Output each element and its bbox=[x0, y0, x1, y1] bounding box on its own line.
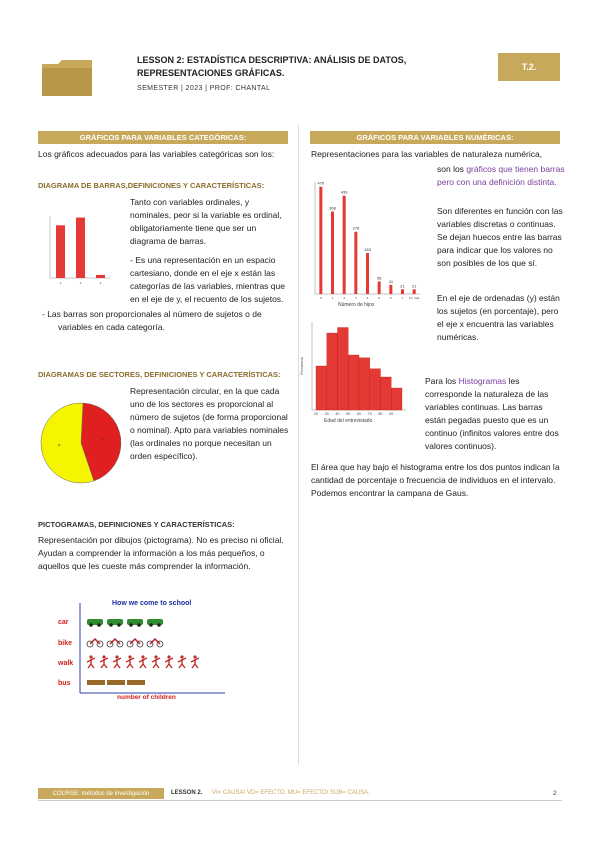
picto-row-label-car: car bbox=[58, 619, 69, 626]
hist-bar bbox=[391, 388, 402, 410]
disc-bar bbox=[366, 253, 369, 294]
disc-tick-label: 1 bbox=[331, 296, 334, 300]
disc-data-label: 41 bbox=[388, 278, 394, 284]
barras-p2: - Es una representación en un espacio cartesiano, donde en el eje x están las categorías de las variables, mientras que en el eje de y, el recuento de los sujetos. bbox=[130, 255, 285, 304]
walker-head-icon bbox=[89, 655, 92, 658]
numeric-p5: El área que hay bajo el histograma entre los dos puntos indican la cantidad de porcentaje o frecuencia de individuos en el intervalo. Podemos encontrar la campana de Gaus. bbox=[311, 462, 560, 498]
cat-tick-label: 2 bbox=[79, 281, 82, 285]
cat-bar bbox=[56, 225, 65, 278]
disc-data-label: 368 bbox=[329, 205, 336, 211]
disc-tick-label: 3 bbox=[354, 296, 357, 300]
hist-tick-label: 70 bbox=[367, 412, 372, 416]
section-bar-categorical: GRÁFICOS PARA VARIABLES CATEGÓRICAS: bbox=[38, 131, 288, 144]
pictogram-title: How we come to school bbox=[112, 600, 192, 607]
hist-tick-label: 90 bbox=[389, 412, 394, 416]
hist-tick-label: 80 bbox=[378, 412, 383, 416]
hist-bar bbox=[316, 366, 327, 410]
hist-xlabel: Edad del entrevistado bbox=[324, 418, 373, 424]
numeric-p3: En el eje de ordenadas (y) están los sujetos (en porcentaje), pero el eje x encuentra las variables numéricas. bbox=[437, 293, 560, 342]
hist-bar bbox=[370, 369, 381, 410]
footer-rule bbox=[38, 800, 562, 801]
section-bar-numeric: GRÁFICOS PARA VARIABLES NUMÉRICAS: bbox=[310, 131, 560, 144]
disc-bar bbox=[401, 289, 404, 294]
histogram-chart bbox=[298, 318, 410, 418]
disc-bar bbox=[331, 212, 334, 294]
disc-tick-label: 0 bbox=[319, 296, 322, 300]
categorical-intro: Los gráficos adecuados para las variables categóricas son los: bbox=[38, 149, 275, 159]
barras-p1: Tanto con variables ordinales, y nominales, peor si la variable es ordinal, obligatoriamente tiene que ser un diagrama de barras. bbox=[130, 197, 282, 246]
pie-slice-label: B bbox=[58, 443, 61, 448]
discrete-bar-chart bbox=[305, 176, 425, 312]
disc-data-label: 479 bbox=[317, 180, 325, 186]
walker-icon bbox=[165, 658, 173, 668]
pie-chart bbox=[36, 402, 126, 484]
car-icon bbox=[87, 619, 103, 625]
disc-tick-label: 2 bbox=[343, 296, 346, 300]
hist-bar bbox=[359, 358, 370, 410]
discrete-xlabel: Número de hijos bbox=[338, 302, 375, 308]
car-icon bbox=[107, 619, 123, 625]
disc-data-label: 21 bbox=[400, 283, 405, 289]
numeric-p1: son los gráficos que tienen barras pero con una definición distinta. bbox=[437, 164, 565, 187]
bar-chart-categorical bbox=[40, 208, 120, 290]
car-wheel-icon bbox=[149, 623, 153, 627]
disc-tick-label: 4 bbox=[366, 296, 369, 300]
numeric-intro: Representaciones para las variables de naturaleza numérica, bbox=[311, 149, 543, 159]
barras-heading: DIAGRAMA DE BARRAS,DEFINICIONES Y CARACTERÍSTICAS: bbox=[38, 181, 265, 190]
bike-icon bbox=[130, 639, 140, 644]
picto-row-label-walk: walk bbox=[58, 660, 74, 667]
disc-tick-label: 7 bbox=[401, 296, 404, 300]
barras-p3: - Las barras son proporcionales al número de sujetos o de variables en cada categoría. bbox=[42, 309, 262, 332]
walker-head-icon bbox=[141, 655, 144, 658]
pictogramas-heading: PICTOGRAMAS, DEFINICIONES Y CARACTERÍSTICAS: bbox=[38, 520, 235, 529]
semester-line: SEMESTER | 2023 | PROF: CHANTAL bbox=[137, 85, 271, 92]
numeric-p4: Para los Histogramas les corresponde la naturaleza de las variables continuas. Las barras están pegadas puesto que es un continuo (infinitos valores entre dos valores continuos). bbox=[425, 376, 559, 451]
hist-tick-label: 30 bbox=[324, 412, 329, 416]
car-wheel-icon bbox=[137, 623, 141, 627]
disc-data-label: 183 bbox=[364, 247, 371, 253]
hist-tick-label: 40 bbox=[335, 412, 340, 416]
page-number: 2 bbox=[553, 790, 557, 797]
disc-data-label: 21 bbox=[411, 283, 417, 289]
car-wheel-icon bbox=[129, 623, 133, 627]
disc-data-label: 278 bbox=[352, 225, 360, 231]
hist-bar bbox=[348, 355, 359, 410]
walker-head-icon bbox=[180, 655, 183, 658]
car-icon bbox=[127, 619, 143, 625]
walker-head-icon bbox=[128, 655, 131, 658]
hist-tick-label: 50 bbox=[346, 412, 351, 416]
disc-data-label: 56 bbox=[376, 275, 382, 281]
walker-head-icon bbox=[154, 655, 157, 658]
walker-icon bbox=[152, 658, 160, 668]
hist-tick-label: 60 bbox=[357, 412, 361, 416]
walker-head-icon bbox=[193, 655, 196, 658]
disc-bar bbox=[354, 232, 357, 294]
car-wheel-icon bbox=[97, 623, 101, 627]
cat-bar bbox=[76, 218, 85, 278]
walker-head-icon bbox=[167, 655, 170, 658]
walker-icon bbox=[191, 658, 199, 668]
footer-course: COURSE: métodos de investigación bbox=[38, 788, 164, 799]
lesson-badge: T.2. bbox=[498, 53, 560, 81]
disc-bar bbox=[378, 281, 381, 294]
pie-slice-label: A bbox=[101, 436, 104, 441]
highlight-histogramas: Histogramas bbox=[458, 376, 507, 386]
bus-icon bbox=[107, 680, 125, 685]
car-icon bbox=[147, 619, 163, 625]
pictogram-axis-label: number of children bbox=[117, 694, 176, 701]
hist-bar bbox=[338, 328, 349, 411]
car-wheel-icon bbox=[109, 623, 113, 627]
disc-bar bbox=[343, 196, 346, 294]
disc-data-label: 439 bbox=[340, 189, 348, 195]
disc-tick-label: 8 o más bbox=[408, 296, 420, 300]
pictogram-chart bbox=[55, 595, 230, 700]
walker-icon bbox=[100, 658, 108, 668]
picto-row-label-bike: bike bbox=[58, 640, 73, 647]
hist-bar bbox=[327, 333, 338, 410]
hist-bar bbox=[381, 377, 392, 410]
footer-desc: VI= CAUSA/ VD= EFECTO. MU= EFECTO/ SUB= CAUSA. bbox=[212, 790, 370, 796]
disc-bar bbox=[319, 187, 322, 294]
walker-head-icon bbox=[102, 655, 105, 658]
bus-icon bbox=[127, 680, 145, 685]
car-wheel-icon bbox=[157, 623, 161, 627]
pictogramas-p1: Representación por dibujos (pictograma). No es preciso ni oficial. Ayudan a comprender la información a los más pequeños, o aquellos que les cueste más comprender la información. bbox=[38, 535, 284, 571]
disc-bar bbox=[389, 285, 392, 294]
disc-tick-label: 5 bbox=[378, 296, 381, 300]
footer-lesson: LESSON 2. bbox=[171, 790, 203, 796]
walker-icon bbox=[113, 658, 121, 668]
bike-icon bbox=[90, 639, 100, 644]
walker-head-icon bbox=[115, 655, 118, 658]
bike-icon bbox=[150, 639, 160, 644]
car-wheel-icon bbox=[89, 623, 93, 627]
bike-icon bbox=[110, 639, 120, 644]
walker-icon bbox=[126, 658, 134, 668]
picto-row-label-bus: bus bbox=[58, 680, 71, 687]
numeric-p2: Son diferentes en función con las variables discretas o continuas. Se dejan huecos entre las barras para indicar que los valores no son posibles de los que sí. bbox=[437, 206, 563, 268]
disc-bar bbox=[413, 289, 416, 294]
bus-icon bbox=[87, 680, 105, 685]
page-title: LESSON 2: ESTADÍSTICA DESCRIPTIVA: ANÁLISIS DE DATOS, REPRESENTACIONES GRÁFICAS. bbox=[137, 55, 407, 78]
car-wheel-icon bbox=[117, 623, 121, 627]
disc-tick-label: 6 bbox=[389, 296, 392, 300]
walker-icon bbox=[87, 658, 95, 668]
hist-tick-label: 20 bbox=[314, 412, 318, 416]
walker-icon bbox=[139, 658, 147, 668]
walker-icon bbox=[178, 658, 186, 668]
folder-icon bbox=[40, 58, 94, 98]
highlight-graficos: gráficos que tienen barras pero con una definición distinta. bbox=[437, 164, 565, 187]
cat-bar bbox=[96, 275, 105, 278]
sectores-heading: DIAGRAMAS DE SECTORES, DEFINICIONES Y CARACTERÍSTICAS: bbox=[38, 370, 281, 379]
sectores-p1: Representación circular, en la que cada uno de los sectores es proporcional al número de sujetos (de forma proporcional o nominal). Apto para variables nominales (las ordinales no porque necesitan un orden específico). bbox=[130, 386, 289, 461]
cat-tick-label: 3 bbox=[99, 281, 102, 285]
cat-tick-label: 1 bbox=[59, 281, 62, 285]
column-divider bbox=[298, 125, 299, 765]
hist-ylabel: Frecuencia bbox=[300, 357, 304, 375]
